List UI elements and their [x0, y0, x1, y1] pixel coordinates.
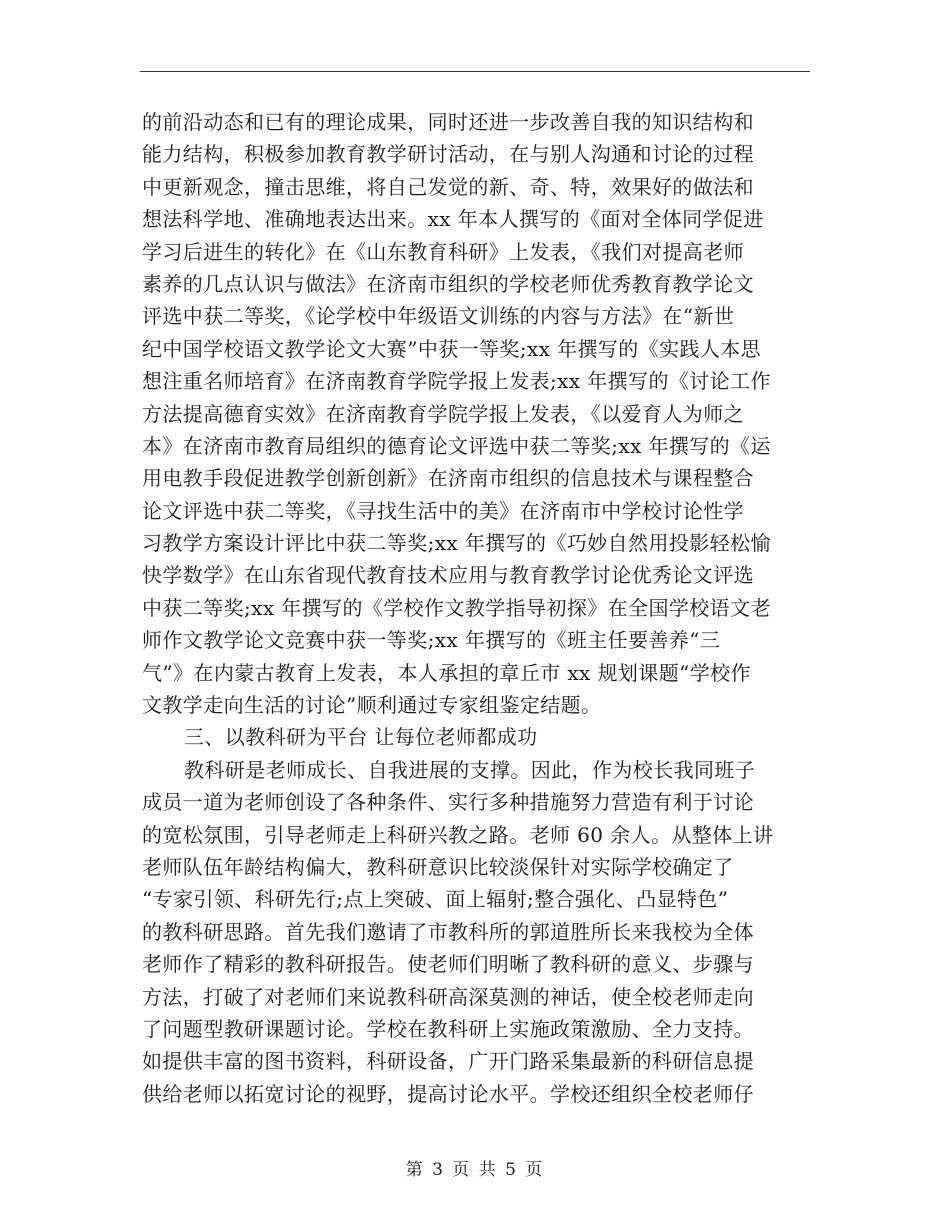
text-line: 中获二等奖;xx 年撰写的《学校作文教学指导初探》在全国学校语文老 — [142, 595, 771, 620]
text-line: 评选中获二等奖，《论学校中年级语文训练的内容与方法》在“新世 — [142, 304, 735, 329]
text-line: 方法提高德育实效》在济南教育学院学报上发表，《以爱育人为师之 — [142, 401, 744, 426]
text-line: 能力结构，积极参加教育教学研讨活动，在与别人沟通和讨论的过程 — [142, 142, 754, 167]
text-line: 的教科研思路。首先我们邀请了市教科所的郭道胜所长来我校为全体 — [142, 919, 754, 944]
text-line: 纪中国学校语文教学论文大赛”中获一等奖;xx 年撰写的《实践人本思 — [142, 336, 762, 361]
text-line: “专家引领、科研先行;点上突破、面上辐射;整合强化、凸显特色” — [142, 887, 729, 912]
text-line: 的前沿动态和已有的理论成果，同时还进一步改善自我的知识结构和 — [142, 110, 754, 134]
text-line: 中更新观念，撞击思维，将自己发觉的新、奇、特，效果好的做法和 — [142, 174, 754, 199]
text-line: 方法，打破了对老师们来说教科研高深莫测的神话，使全校老师走向 — [142, 984, 754, 1009]
text-line: 气”》在内蒙古教育上发表，本人承担的章丘市 xx 规划课题“学校作 — [142, 660, 751, 685]
text-line: 老师作了精彩的教科研报告。使老师们明晰了教科研的意义、步骤与 — [142, 952, 754, 977]
text-line: 文教学走向生活的讨论”顺利通过专家组鉴定结题。 — [142, 693, 602, 718]
text-line: 论文评选中获二等奖，《寻找生活中的美》在济南市中学校讨论性学 — [142, 498, 744, 523]
text-line: 了问题型教研课题讨论。学校在教科研上实施政策激励、全力支持。 — [142, 1016, 754, 1041]
text-line: 想法科学地、准确地表达出来。xx 年本人撰写的《面对全体同学促进 — [142, 207, 764, 232]
text-line: 教科研是老师成长、自我进展的支撑。因此，作为校长我同班子 — [184, 757, 756, 782]
header-rule — [140, 71, 810, 72]
text-line: 习教学方案设计评比中获二等奖;xx 年撰写的《巧妙自然用投影轻松愉 — [142, 531, 771, 556]
text-line: 成员一道为老师创设了各种条件、实行多种措施努力营造有利于讨论 — [142, 790, 754, 815]
page-number: 第 3 页 共 5 页 — [405, 1160, 545, 1180]
text-line: 如提供丰富的图书资料，科研设备，广开门路采集最新的科研信息提 — [142, 1049, 754, 1074]
text-line: 快学数学》在山东省现代教育技术应用与教育教学讨论优秀论文评选 — [142, 563, 754, 588]
text-line: 用电教手段促进教学创新创新》在济南市组织的信息技术与课程整合 — [142, 466, 754, 491]
text-line: 师作文教学论文竞赛中获一等奖;xx 年撰写的《班主任要善养“三 — [142, 628, 721, 653]
text-line: 供给老师以拓宽讨论的视野，提高讨论水平。学校还组织全校老师仔 — [142, 1081, 754, 1106]
text-line: 三、以教科研为平台 让每位老师都成功 — [184, 725, 538, 750]
text-line: 想注重名师培育》在济南教育学院学报上发表;xx 年撰写的《讨论工作 — [142, 369, 771, 394]
text-line: 学习后进生的转化》在《山东教育科研》上发表，《我们对提高老师 — [142, 239, 744, 264]
text-line: 老师队伍年龄结构偏大，教科研意识比较淡保针对实际学校确定了 — [142, 854, 734, 879]
text-line: 的宽松氛围，引导老师走上科研兴教之路。老师 60 余人。从整体上讲 — [142, 822, 774, 847]
text-line: 素养的几点认识与做法》在济南市组织的学校老师优秀教育教学论文 — [142, 271, 754, 296]
document-body — [142, 106, 814, 1110]
text-line: 本》在济南市教育局组织的德育论文评选中获二等奖;xx 年撰写的《运 — [142, 433, 771, 458]
